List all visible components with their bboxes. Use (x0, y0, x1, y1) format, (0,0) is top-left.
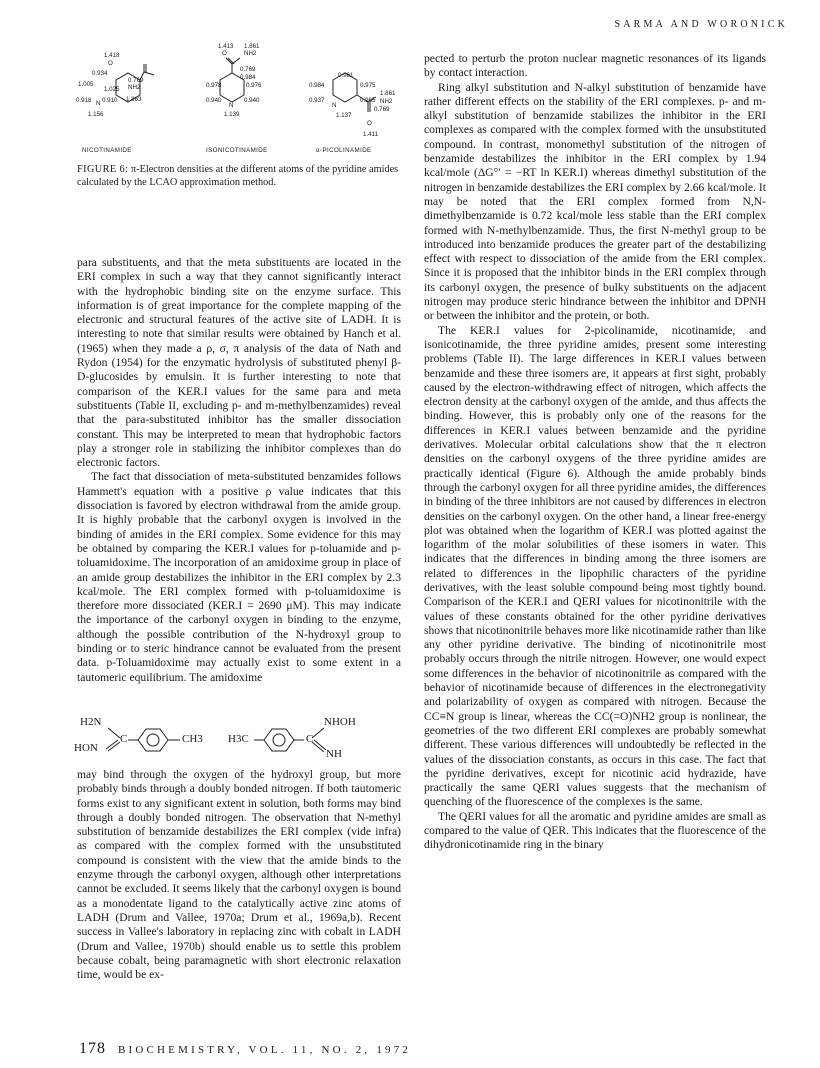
figure-6-drawing (76, 40, 402, 150)
density-value: 0.769 (374, 106, 390, 113)
atom-label: N (229, 102, 234, 109)
molecule-label-picolinamide: α-PICOLINAMIDE (316, 147, 372, 154)
running-head: SARMA AND WORONICK (614, 19, 788, 30)
right-column (424, 52, 766, 853)
paragraph: The QERI values for all the aromatic and pyridine amides are small as compared to the value of QER. This indicates that the fluorescence of the dihydronicotinamide ring in the binary (424, 809, 766, 852)
density-value: 1.861 (244, 43, 260, 50)
formula-h2n: H2N (80, 716, 102, 728)
figure-caption-label: FIGURE 6: (77, 164, 129, 175)
formula-hon: HON (74, 742, 98, 754)
formula-c: C (120, 733, 128, 745)
page-number: 178 (79, 1040, 106, 1057)
paragraph: may bind through the oxygen of the hydroxyl group, but more probably binds through a doubly bonded nitrogen. If both tautomeric forms exist to any significant extent in solution, both forms may bind through a doubly bonded nitrogen. The observation that N-methyl substitution of benzamide destabilizes the ERI complex (vide infra) as compared with the complex formed with the unsubstituted compound is consistent with the view that the amide binds to the enzyme through the carbonyl oxygen, although other interpretations cannot be excluded. It seems likely that the carbonyl oxygen is bound as a monodentate ligand to the catalytically active zinc atoms of LADH (Drum and Vallee, 1970a; Drum et al., 1969a,b). Recent success in Vallee's laboratory in replacing zinc with cobalt in LADH (Drum and Vallee, 1970b) should enable us to settle this problem because cobalt, being paramagnetic with short electronic relaxation time, would be ex- (77, 768, 401, 982)
density-value: 1.863 (126, 96, 142, 103)
density-value: 0.984 (309, 82, 325, 89)
density-value: 1.156 (88, 111, 104, 118)
paragraph: The KER.I values for 2-picolinamide, nicotinamide, and isonicotinamide, the three pyridine amides, present some interesting problems (Table II). The large differences in KER.I values between benzamide and these three isomers are, it appears at first sight, probably caused by the electron-withdrawing effect of nitrogen, which affects the electron density at the carbonyl oxygen of the amide, and thus affects the binding. However, this is probably only one of the reasons for the differences in KER.I values between benzamide and the pyridine derivatives. Molecular orbital calculations show that the π electron densities on the carbonyl oxygens of the three pyridine amides are practically identical (Figure 6). Although the amide probably binds through the carbonyl oxygen for all three pyridine amides, the differences in binding of the three inhibitors are not caused by differences in electron densities on the carbonyl oxygen. On the other hand, a linear free-energy plot was obtained when the logarithm of KER.I was plotted against the logarithm of the molar solubilities of these isomers in water. This indicates that the differences in binding among the three isomers are related to differences in the lipophilic characters of the pyridine derivatives, with the least soluble compound being most tightly bound. Comparison of the KER.I and QERI values for nicotinonitrile with the values of these constants obtained for the other pyridine derivatives shows that nicotinonitrile behaves more like nicotinamide rather than like any other pyridine derivative. The binding of nicotinonitrile most probably occurs through the nitrile nitrogen. However, one would expect some differences in the behavior of nicotinonitrile as compared with the behavior of nicotinamide because of differences in the electronegativity and polarizability of oxygen as compared with nitrogen. Because the CC≡N group is linear, whereas the CC(=O)NH2 group is nonlinear, the geometries of the two different ERI complexes are probably somewhat different. These various differences will undoubtedly be reflected in the values of the dissociation constants, as occurs in this case. The fact that the pyridine derivatives, except for nicotinic acid hydrazide, have practically the same QERI values suggests that the mechanism of quenching of the fluorescence of the complexes is the same. (424, 323, 767, 809)
density-value: 0.940 (244, 97, 260, 104)
atom-label: NH2 (380, 98, 393, 105)
paragraph: Ring alkyl substitution and N-alkyl substitution of benzamide have rather different effects on the stability of the ERI complexes. p- and m-alkyl substitution of benzamide stabilizes the inhibitor in the ERI complexes as compared with the complex formed with the unsubstituted compound. In contrast, monomethyl substitution of the nitrogen of benzamide destabilizes the inhibitor in the ERI complex by 1.94 kcal/mole (ΔG°′ = −RT ln KER.I) whereas dimethyl substitution of the nitrogen in benzamide destabilizes the ERI complex by 2.66 kcal/mole. It may be noted that the ERI complex formed from N,N-dimethylbenzamide is 0.72 kcal/mole less stable than the ERI complex formed with N-methylbenzamide. Thus, the first N-methyl group to be introduced into benzamide produces the greater part of the destabilizing effect with respect to dissociation of the amide from the ERI complex. Since it is proposed that the inhibitor binds in the ERI complex through its carbonyl oxygen, the presence of bulky substituents on the adjacent nitrogen may produce steric hindrance between the inhibitor and DPNH or between the inhibitor and the protein, or both. (424, 80, 766, 323)
formula-nhoh: NHOH (324, 716, 356, 728)
density-value: 0.934 (92, 70, 108, 77)
left-column-lower (77, 768, 401, 982)
page-footer (79, 1040, 411, 1058)
molecule-label-isonicotinamide: ISONICOTINAMIDE (206, 147, 268, 154)
atom-label: N (332, 102, 337, 109)
formula-ch3: CH3 (182, 733, 203, 745)
amidoxime-structures (74, 716, 400, 764)
left-column-upper (77, 256, 401, 685)
atom-label: O (367, 120, 372, 127)
atom-label: N (96, 100, 101, 107)
density-value: 0.940 (206, 97, 222, 104)
atom-label: NH2 (128, 84, 141, 91)
formula-h3c: H3C (228, 733, 249, 745)
density-value: 0.965 (360, 97, 376, 104)
density-value: 0.918 (76, 97, 92, 104)
paragraph: para substituents, and that the meta substituents are located in the ERI complex in such a way that they cannot significantly interact with the hydrophobic binding site on the enzyme surface. This information is of great importance for the complete mapping of the electronic and structural features of the active site of LADH. It is interesting to note that similar results were obtained by Hanch et al. (1965) when they made a ρ, σ, π analysis of the data of Nath and Rydon (1954) for the enzymatic hydrolysis of substituted phenyl β-D-glucosides by emulsin. It is further interesting to note that comparison of the KER.I values for the same para and meta substituents (Table II, excluding p- and m-methylbenzamides) reveal that the para-substituted inhibitor has the smaller dissociation constant. This may be interpreted to mean that hydrophobic factors play a stronger role in stabilizing the inhibitor complexes than do electronic factors. (77, 256, 401, 470)
density-value: 0.978 (206, 82, 222, 89)
paragraph: The fact that dissociation of meta-substituted benzamides follows Hammett's equation with a positive ρ value indicates that this dissociation is favored by electron withdrawal from the amide group. It is highly probable that the carbonyl oxygen is involved in the binding of amides in the ERI complex. Some evidence for this may be obtained by comparing the KER.I values for p-toluamide and p-toluamidoxime. The incorporation of an amidoxime group in place of an amide group destabilizes the inhibitor in the ERI complex by 2.3 kcal/mole. The ERI complex formed with p-toluamidoxime is therefore more dissociated (KER.I = 2690 μM). This may indicate the importance of the carbonyl oxygen in binding to the enzyme, although the possible contribution of the N-hydroxyl group to binding or to steric hindrance cannot be evaluated from the present data. p-Toluamidoxime may actually exist to some extent in a tautomeric equilibrium. The amidoxime (77, 470, 401, 684)
density-value: 0.976 (246, 82, 262, 89)
density-value: 0.769 (128, 77, 144, 84)
density-value: 1.861 (380, 90, 396, 97)
paragraph: pected to perturb the proton nuclear magnetic resonances of its ligands by contact interaction. (424, 52, 766, 80)
density-value: 0.975 (360, 82, 376, 89)
density-value: 1.418 (104, 52, 120, 59)
formula-nh: NH (326, 748, 342, 760)
density-value: 0.910 (102, 97, 118, 104)
density-value: 0.984 (240, 74, 256, 81)
molecule-label-nicotinamide: NICOTINAMIDE (82, 147, 132, 154)
figure-caption (77, 164, 401, 189)
density-value: 1.411 (363, 131, 379, 138)
density-value: 1.139 (224, 111, 240, 118)
density-value: 1.137 (336, 112, 352, 119)
figure-caption-text: π-Electron densities at the different atoms of the pyridine amides calculated by the LCAO approximation method. (77, 164, 399, 188)
density-value: 1.413 (218, 43, 234, 50)
atom-label: NH2 (244, 50, 257, 57)
formula-c-right: C (306, 733, 314, 745)
density-value: 1.005 (78, 81, 94, 88)
density-value: 0.961 (338, 72, 354, 79)
atom-label: O (108, 60, 113, 67)
journal-citation: BIOCHEMISTRY, VOL. 11, NO. 2, 1972 (117, 1044, 412, 1056)
density-value: 0.769 (240, 66, 256, 73)
density-value: 0.937 (309, 97, 325, 104)
atom-label: O (222, 50, 227, 57)
density-value: 1.025 (104, 86, 120, 93)
